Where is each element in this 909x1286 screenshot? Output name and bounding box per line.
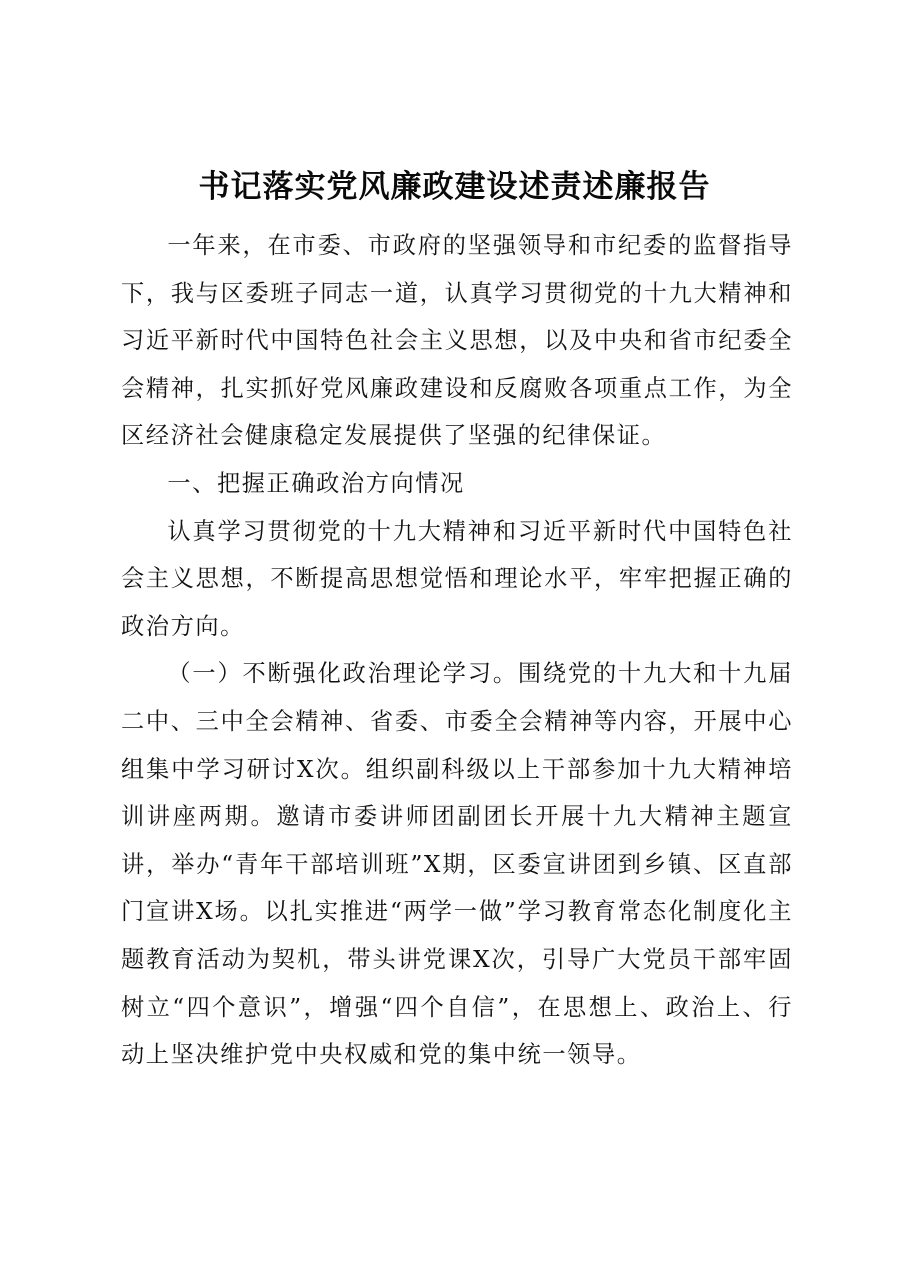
document-body [121,222,793,1079]
document-title: 书记落实党风廉政建设述责述廉报告 [198,169,711,205]
paragraph-section-intro: 认真学习贯彻党的十九大精神和习近平新时代中国特色社会主义思想，不断提高思想觉悟和理论水平，牢牢把握正确的政治方向。 [121,517,793,640]
paragraph-subsection-1: （一）不断强化政治理论学习。围绕党的十九大和十九届二中、三中全会精神、省委、市委全会精神等内容，开展中心组集中学习研讨X次。组织副科级以上干部参加十九大精神培训讲座两期。邀请市委讲师团副团长开展十九大精神主题宣讲，举办“青年干部培训班”X期，区委宣讲团到乡镇、区直部门宣讲X场。以扎实推进“两学一做”学习教育常态化制度化主题教育活动为契机，带头讲党课X次，引导广大党员干部牢固树立“四个意识”，增强“四个自信”，在思想上、政治上、行动上坚决维护党中央权威和党的集中统一领导。 [121,660,793,1069]
section-heading: 一、把握正确政治方向情况 [167,469,465,497]
paragraph-intro: 一年来，在市委、市政府的坚强领导和市纪委的监督指导下，我与区委班子同志一道，认真学习贯彻党的十九大精神和习近平新时代中国特色社会主义思想，以及中央和省市纪委全会精神，扎实抓好党风廉政建设和反腐败各项重点工作，为全区经济社会健康稳定发展提供了坚强的纪律保证。 [121,232,793,450]
